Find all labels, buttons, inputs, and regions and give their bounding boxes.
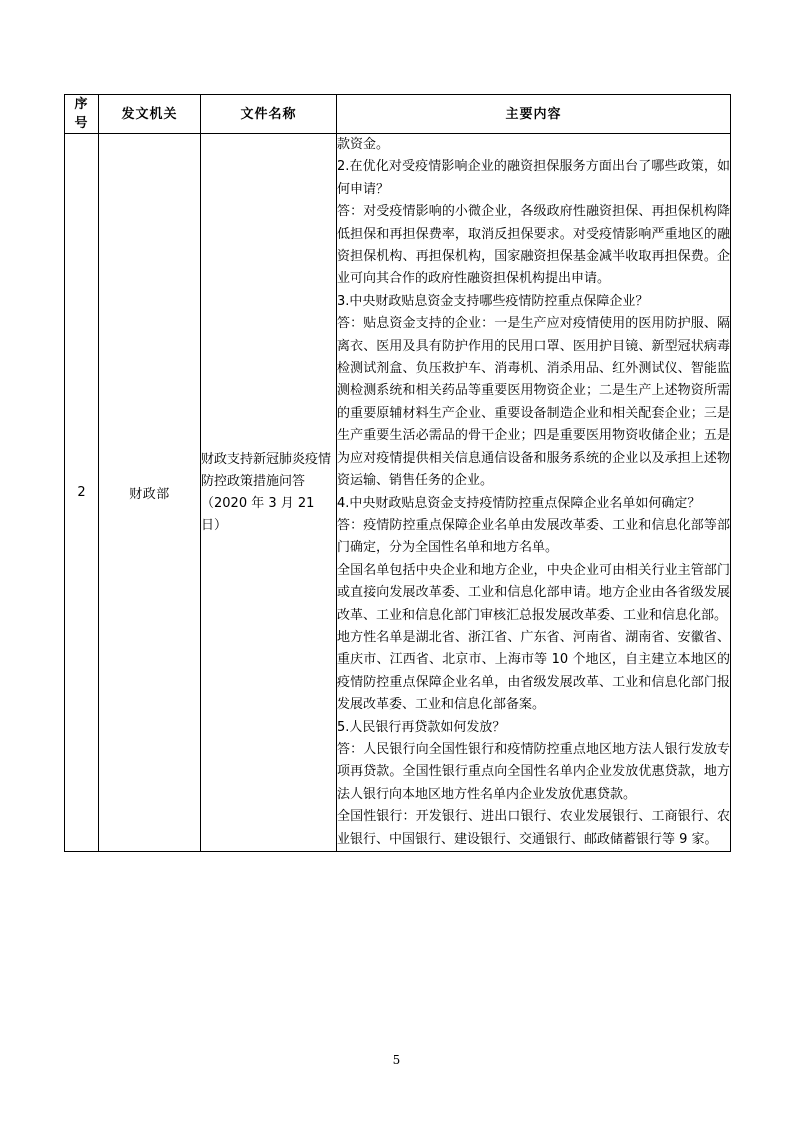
cell-file-name: 财政支持新冠肺炎疫情防控政策措施问答（2020 年 3 月 21 日） — [201, 134, 337, 852]
header-org: 发文机关 — [99, 95, 201, 134]
content-paragraph: 地方性名单是湖北省、浙江省、广东省、河南省、湖南省、安徽省、重庆市、江西省、北京市、上海市等 10 个地区，自主建立本地区的疫情防控重点保障企业名单，由省级发展改革、工业和信息化部门报发展改革委、工业和信息化部备案。 — [337, 629, 730, 713]
content-paragraph: 答：贴息资金支持的企业：一是生产应对疫情使用的医用防护服、隔离衣、医用及具有防护作用的民用口罩、医用护目镜、新型冠状病毒检测试剂盒、负压救护车、消毒机、消杀用品、红外测试仪、智能监测检测系统和相关药品等重要医用物资企业；二是生产上述物资所需的重要原辅材料生产企业、重要设备制造企业和相关配套企业；三是生产重要生活必需品的骨干企业；四是重要医用物资收储企业；五是为应对疫情提供相关信息通信设备和服务系统的企业以及承担上述物资运输、销售任务的企业。 — [337, 316, 730, 489]
content-paragraph: 全国性银行：开发银行、进出口银行、农业发展银行、工商银行、农业银行、中国银行、建设银行、交通银行、邮政储蓄银行等 9 家。 — [337, 809, 730, 847]
header-seq — [65, 95, 99, 134]
page-number: 5 — [392, 1053, 401, 1067]
content-paragraph: 答：疫情防控重点保障企业名单由发展改革委、工业和信息化部等部门确定，分为全国性名单和地方名单。 — [337, 517, 730, 556]
cell-sequence-number: 2 — [65, 134, 99, 852]
content-paragraph: 2.在优化对受疫情影响企业的融资担保服务方面出台了哪些政策，如何申请？ — [337, 159, 730, 197]
content-paragraph: 4.中央财政贴息资金支持疫情防控重点保障企业名单如何确定？ — [337, 495, 701, 511]
cell-main-content — [337, 134, 731, 852]
content-paragraph: 5.人民银行再贷款如何发放？ — [337, 719, 506, 735]
cell-issuing-organization: 财政部 — [99, 134, 201, 852]
content-paragraph: 全国名单包括中央企业和地方企业，中央企业可由相关行业主管部门或直接向发展改革委、工业和信息化部申请。地方企业由各省级发展改革、工业和信息化部门审核汇总报发展改革委、工业和信息化部。 — [337, 562, 730, 623]
table-header-row — [65, 95, 731, 134]
content-paragraph: 3.中央财政贴息资金支持哪些疫情防控重点保障企业？ — [337, 293, 649, 309]
policy-table — [64, 94, 731, 852]
content-paragraph: 款资金。 — [337, 137, 390, 152]
table-row — [65, 134, 731, 852]
header-file-name: 文件名称 — [201, 95, 337, 134]
content-paragraph: 答：人民银行向全国性银行和疫情防控重点地区地方法人银行发放专项再贷款。全国性银行重点向全国性名单内企业发放优惠贷款，地方法人银行向本地区地方性名单内企业发放优惠贷款。 — [337, 741, 730, 802]
header-seq-label: 序号 — [74, 97, 89, 131]
content-paragraph: 答：对受疫情影响的小微企业，各级政府性融资担保、再担保机构降低担保和再担保费率，取消反担保要求。对受疫情影响严重地区的融资担保机构、再担保机构，国家融资担保基金减半收取再担保费。企业可向其合作的政府性融资担保机构提出申请。 — [337, 204, 730, 287]
header-content: 主要内容 — [337, 95, 731, 134]
